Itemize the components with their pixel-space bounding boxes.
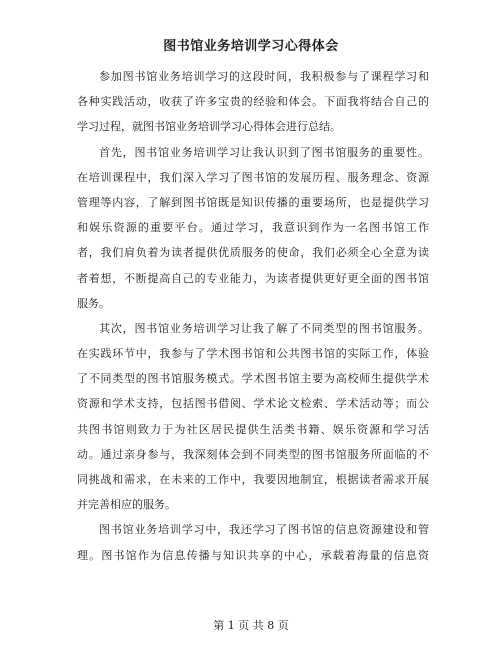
text-line: 者着想，不断提高自己的专业能力，为读者提供更好更全面的图书馆 [77, 271, 429, 285]
text-line: 同挑战和需求，在未来的工作中，我要因地制宜，根据读者需求开展 [77, 473, 429, 486]
text-line: 其次，图书馆业务培训学习让我了解了不同类型的图书馆服务。 [99, 321, 429, 335]
text-line: 在实践环节中，我参与了学术图书馆和公共图书馆的实际工作，体验 [77, 347, 429, 361]
text-line: 共图书馆则致力于为社区居民提供生活类书籍、娱乐资源和学习活 [77, 422, 429, 436]
text-line: 图书馆业务培训学习中，我还学习了图书馆的信息资源建设和管 [99, 523, 429, 537]
text-line: 各种实践活动，收获了许多宝贵的经验和体会。下面我将结合自己的 [77, 95, 429, 109]
document-title: 图书馆业务培训学习心得体会 [163, 39, 339, 54]
text-line: 者，我们肩负着为读者提供优质服务的使命，我们必须全心全意为读 [77, 246, 429, 260]
text-line: 在培训课程中，我们深入学习了图书馆的发展历程、服务理念、资源 [77, 170, 429, 184]
text-line: 了不同类型的图书馆服务模式。学术图书馆主要为高校师生提供学术 [77, 372, 429, 386]
page-number-footer: 第 1 页 共 8 页 [213, 619, 289, 632]
text-line: 学习过程，就图书馆业务培训学习心得体会进行总结。 [77, 120, 341, 134]
document-body [77, 64, 429, 568]
text-line: 服务。 [77, 296, 110, 310]
text-line: 并完善相应的服务。 [77, 498, 176, 512]
text-line: 理。图书馆作为信息传播与知识共享的中心，承载着海量的信息资 [77, 548, 429, 562]
text-line: 资源和学术支持，包括图书借阅、学术论文检索、学术活动等；而公 [77, 397, 429, 411]
text-line: 首先，图书馆业务培训学习让我认识到了图书馆服务的重要性。 [99, 145, 429, 159]
text-line: 动。通过亲身参与，我深刻体会到不同类型的图书馆服务所面临的不 [77, 447, 429, 461]
text-line: 参加图书馆业务培训学习的这段时间，我积极参与了课程学习和 [99, 70, 429, 83]
text-line: 和娱乐资源的重要平台。通过学习，我意识到作为一名图书馆工作 [77, 221, 429, 235]
text-line: 管理等内容，了解到图书馆既是知识传播的重要场所，也是提供学习 [77, 195, 429, 209]
